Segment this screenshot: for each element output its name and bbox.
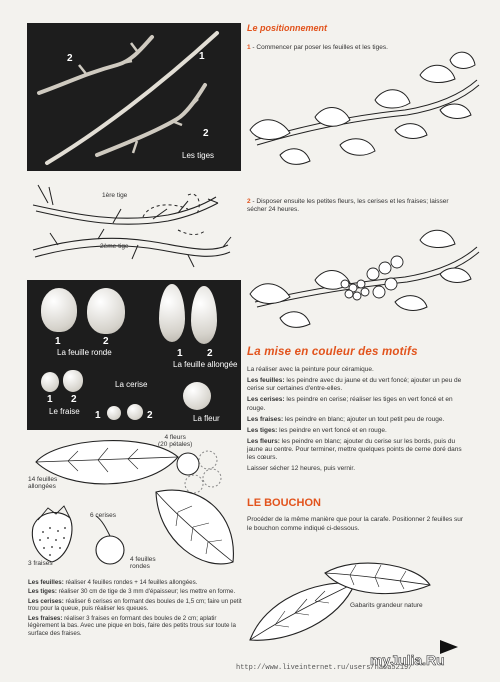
long-leaf-1 <box>159 284 185 342</box>
twigs-illustration <box>27 23 241 171</box>
positionnement-title: Le positionnement <box>247 23 328 33</box>
layout-drawing-1 <box>245 55 485 175</box>
strawberries-count-label: 3 fraises <box>28 560 53 567</box>
couleur-title: La mise en couleur des motifs <box>247 346 418 358</box>
cherry-caption: La cerise <box>115 380 148 389</box>
left-text-cherries: Les cerises: réaliser 6 cerises en formant des boules de 1,5 cm; faire un petit trou pour la queue, puis réaliser les queues. <box>28 597 242 613</box>
left-text-leaves: Les feuilles: réaliser 4 feuilles rondes + 14 feuilles allongées. <box>28 579 198 586</box>
strawberry-num-1: 1 <box>47 394 53 405</box>
strawberry-num-2: 2 <box>71 394 77 405</box>
gabarits-label: Gabarits grandeur nature <box>350 602 423 609</box>
flower-template <box>177 451 221 493</box>
couleur-outro: Laisser sécher 12 heures, puis vernir. <box>247 465 356 473</box>
cherry-num-1: 1 <box>95 410 101 421</box>
couleur-section <box>247 345 469 476</box>
long-leaf-num-2: 2 <box>207 348 213 359</box>
left-text-stems: Les tiges: réaliser 30 cm de tige de 3 mm d'épaisseur; les mettre en forme. <box>28 588 236 596</box>
round-leaf-1 <box>41 288 77 332</box>
long-leaves-count-label: 14 feuilles allongées <box>28 476 58 491</box>
couleur-strawberries: Les fraises: les peindre en blanc; ajouter un tout petit peu de rouge. <box>247 415 445 423</box>
cherries-count-label: 6 cerises <box>90 512 117 519</box>
round-leaf-num-2: 2 <box>103 336 109 347</box>
twig-number-2b: 2 <box>203 128 209 139</box>
positionnement-section <box>247 23 469 55</box>
twigs-photo <box>27 23 241 171</box>
twig-number-2a: 2 <box>67 53 73 64</box>
components-photo <box>27 280 241 430</box>
stem-2-label: 2ème tige <box>100 243 129 250</box>
round-leaf-2 <box>87 288 125 334</box>
strawberry-1 <box>41 372 59 392</box>
flowers-count-label: 4 fleurs (20 pétales) <box>158 434 193 449</box>
couleur-cherries: Les cerises: les peindre en cerise; réaliser les tiges en vert foncé et en rouge. <box>247 396 453 412</box>
cherry-2 <box>127 404 143 420</box>
components-instructions <box>28 579 242 639</box>
layout-drawing-2 <box>245 222 485 337</box>
bouchon-section <box>247 496 469 536</box>
twigs-caption: Les tiges <box>182 151 215 160</box>
flower <box>183 382 211 410</box>
long-leaf-caption: La feuille allongée <box>173 360 238 369</box>
couleur-intro: La réaliser avec la peinture pour céramique. <box>247 365 374 373</box>
couleur-stems: Les tiges: les peindre en vert foncé et en rouge. <box>247 426 387 434</box>
flower-caption: La fleur <box>193 414 220 423</box>
bouchon-title: LE BOUCHON <box>247 497 321 509</box>
round-leaf-num-1: 1 <box>55 336 61 347</box>
cherry-1 <box>107 406 121 420</box>
step-2: 2 - Disposer ensuite les petites fleurs, les cerises et les fraises; laisser sécher 24 heures. <box>247 198 449 214</box>
long-leaf-num-1: 1 <box>177 348 183 359</box>
long-leaf-2 <box>191 286 217 344</box>
step-2-block <box>247 198 469 217</box>
round-leaf-caption: La feuille ronde <box>57 348 112 357</box>
footer-url: http://www.liveinternet.ru/users/nata5219/ <box>236 664 413 672</box>
bouchon-text: Procéder de la même manière que pour la carafe. Positionner 2 feuilles sur le bouchon comme indiqué ci-dessous. <box>247 516 464 532</box>
round-leaves-count-label: 4 feuilles rondes <box>130 556 156 571</box>
watermark-logo: myJulia.Ru <box>370 652 445 668</box>
couleur-leaves: Les feuilles: les peindre avec du jaune et du vert foncé; ajouter un peu de cerise sur certaines d'entre-elles. <box>247 376 462 393</box>
cherry-num-2: 2 <box>147 410 153 421</box>
stems-diagram <box>28 175 243 275</box>
stem-1-label: 1ère tige <box>102 192 128 199</box>
strawberry-caption: Le fraise <box>49 407 80 416</box>
strawberry-2 <box>63 370 83 392</box>
couleur-flowers: Les fleurs: les peindre en blanc; ajouter du cerise sur les bords, puis du jaune au centre. Pour terminer, mettre quelques points de cerne doré dans les cœurs. <box>247 437 462 462</box>
step-1: 1 - Commencer par poser les feuilles et les tiges. <box>247 43 388 51</box>
twig-number-1: 1 <box>199 51 205 62</box>
left-text-strawberries: Les fraises: réaliser 3 fraises en formant des boules de 2 cm; aplatir légèrement la bas. Avec une pique en bois, faire des petits trous sur toute la surface des fraises. <box>28 614 236 637</box>
